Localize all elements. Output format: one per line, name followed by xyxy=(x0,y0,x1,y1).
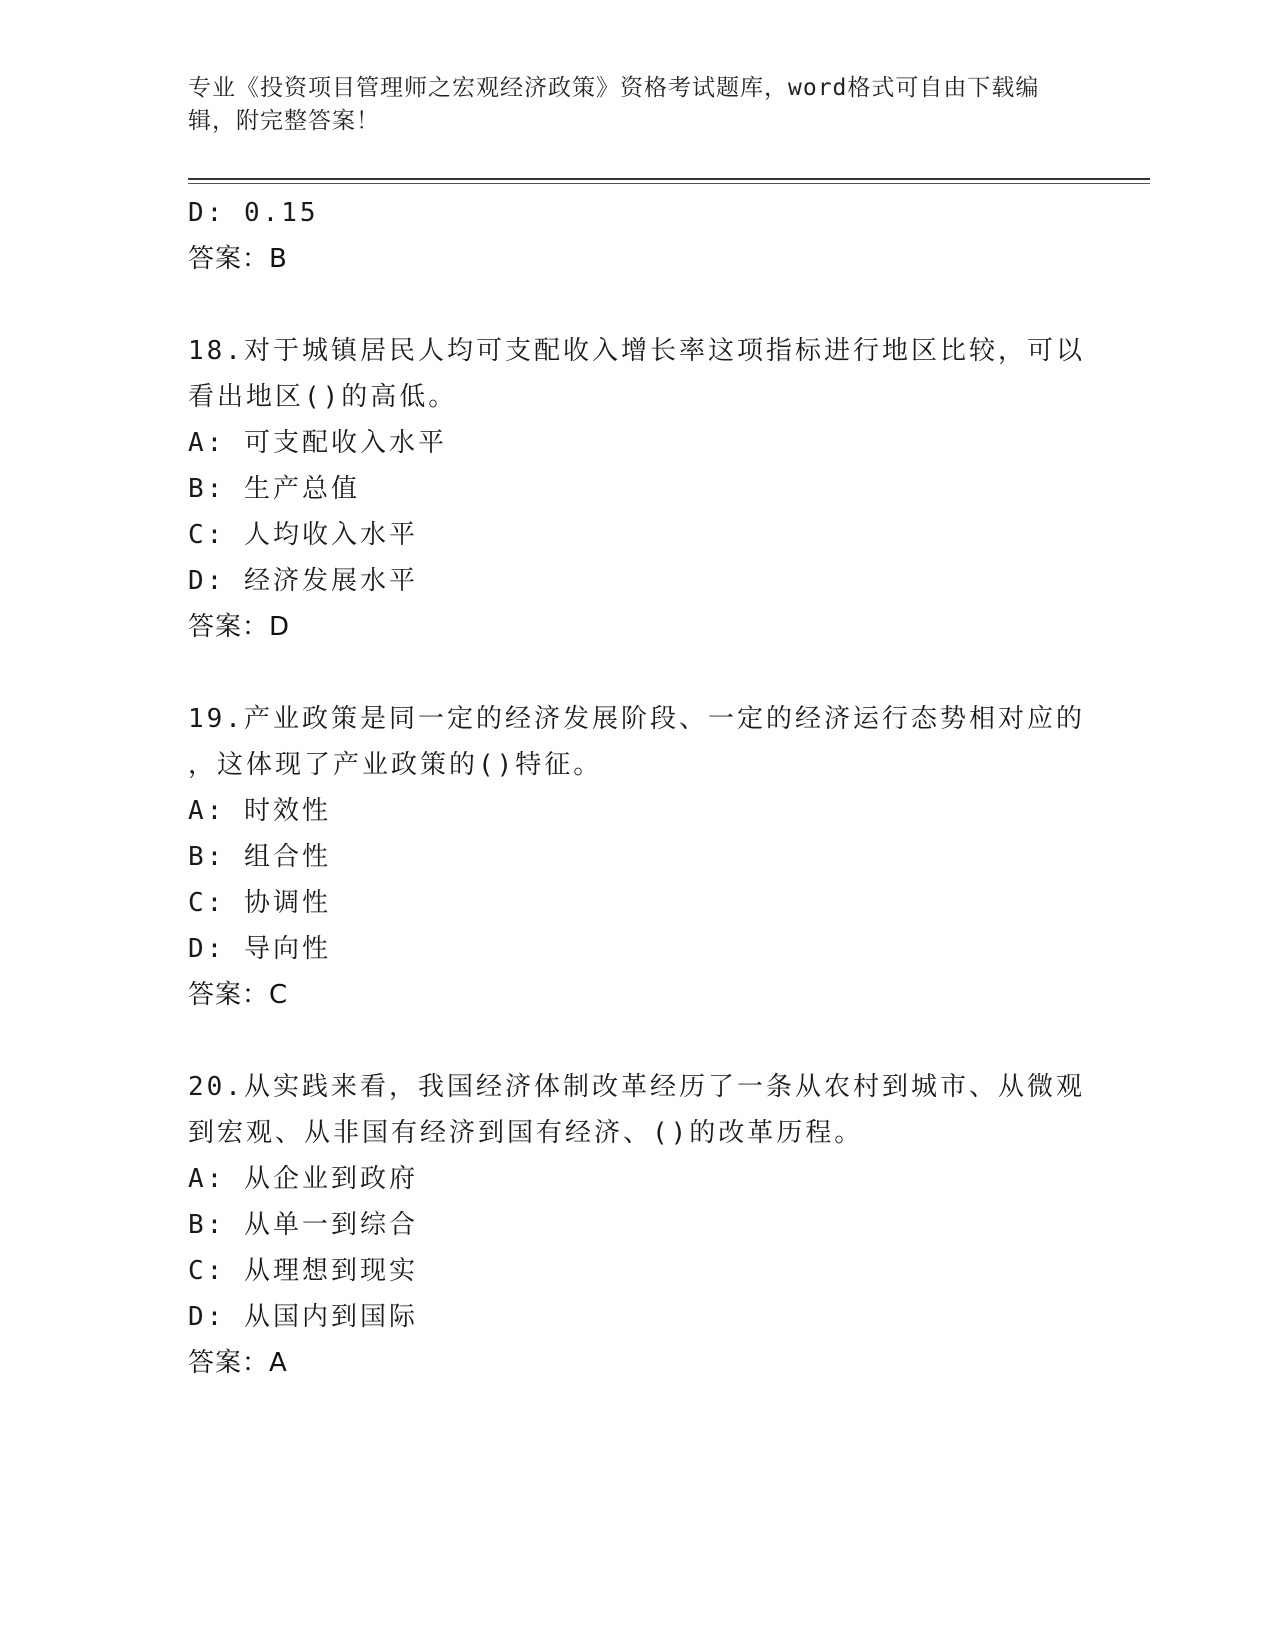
option-d: D: 导向性 xyxy=(188,934,331,964)
question-content xyxy=(188,190,1088,1386)
answer-line: 答案：C xyxy=(188,980,289,1010)
option-d: D: 经济发展水平 xyxy=(188,566,418,596)
previous-question-tail xyxy=(188,190,1088,282)
question-19 xyxy=(188,696,1088,1018)
answer-line: 答案：D xyxy=(188,612,291,642)
option-c: C: 人均收入水平 xyxy=(188,520,418,550)
question-stem xyxy=(188,328,1088,420)
header-divider-thick xyxy=(188,178,1150,180)
answer-line: 答案：B xyxy=(188,244,288,274)
question-stem xyxy=(188,696,1088,788)
answer-line: 答案：A xyxy=(188,1348,288,1378)
question-stem-line-2: ，这体现了产业政策的()特征。 xyxy=(188,750,603,780)
header-line-2: 辑，附完整答案！ xyxy=(188,108,380,134)
document-header xyxy=(188,72,1068,138)
question-stem-line-1: 20.从实践来看，我国经济体制改革经历了一条从农村到城市、从微观 xyxy=(188,1072,1085,1102)
header-line-1: 专业《投资项目管理师之宏观经济政策》资格考试题库，word格式可自由下载编 xyxy=(188,75,1040,101)
question-18 xyxy=(188,328,1088,650)
option-a: A: 可支配收入水平 xyxy=(188,428,447,458)
question-stem-line-2: 到宏观、从非国有经济到国有经济、()的改革历程。 xyxy=(188,1118,864,1148)
option-b: B: 生产总值 xyxy=(188,474,360,504)
question-stem xyxy=(188,1064,1088,1156)
question-stem-line-1: 18.对于城镇居民人均可支配收入增长率这项指标进行地区比较，可以 xyxy=(188,336,1085,366)
header-divider-thin xyxy=(188,183,1150,184)
option-b: B: 组合性 xyxy=(188,842,331,872)
question-stem-line-2: 看出地区()的高低。 xyxy=(188,382,458,412)
option-a: A: 从企业到政府 xyxy=(188,1164,418,1194)
option-a: A: 时效性 xyxy=(188,796,331,826)
question-20 xyxy=(188,1064,1088,1386)
option-c: C: 从理想到现实 xyxy=(188,1256,418,1286)
option-b: B: 从单一到综合 xyxy=(188,1210,418,1240)
question-stem-line-1: 19.产业政策是同一定的经济发展阶段、一定的经济运行态势相对应的 xyxy=(188,704,1085,734)
option-d: D: 0.15 xyxy=(188,198,319,228)
option-c: C: 协调性 xyxy=(188,888,331,918)
option-d: D: 从国内到国际 xyxy=(188,1302,418,1332)
